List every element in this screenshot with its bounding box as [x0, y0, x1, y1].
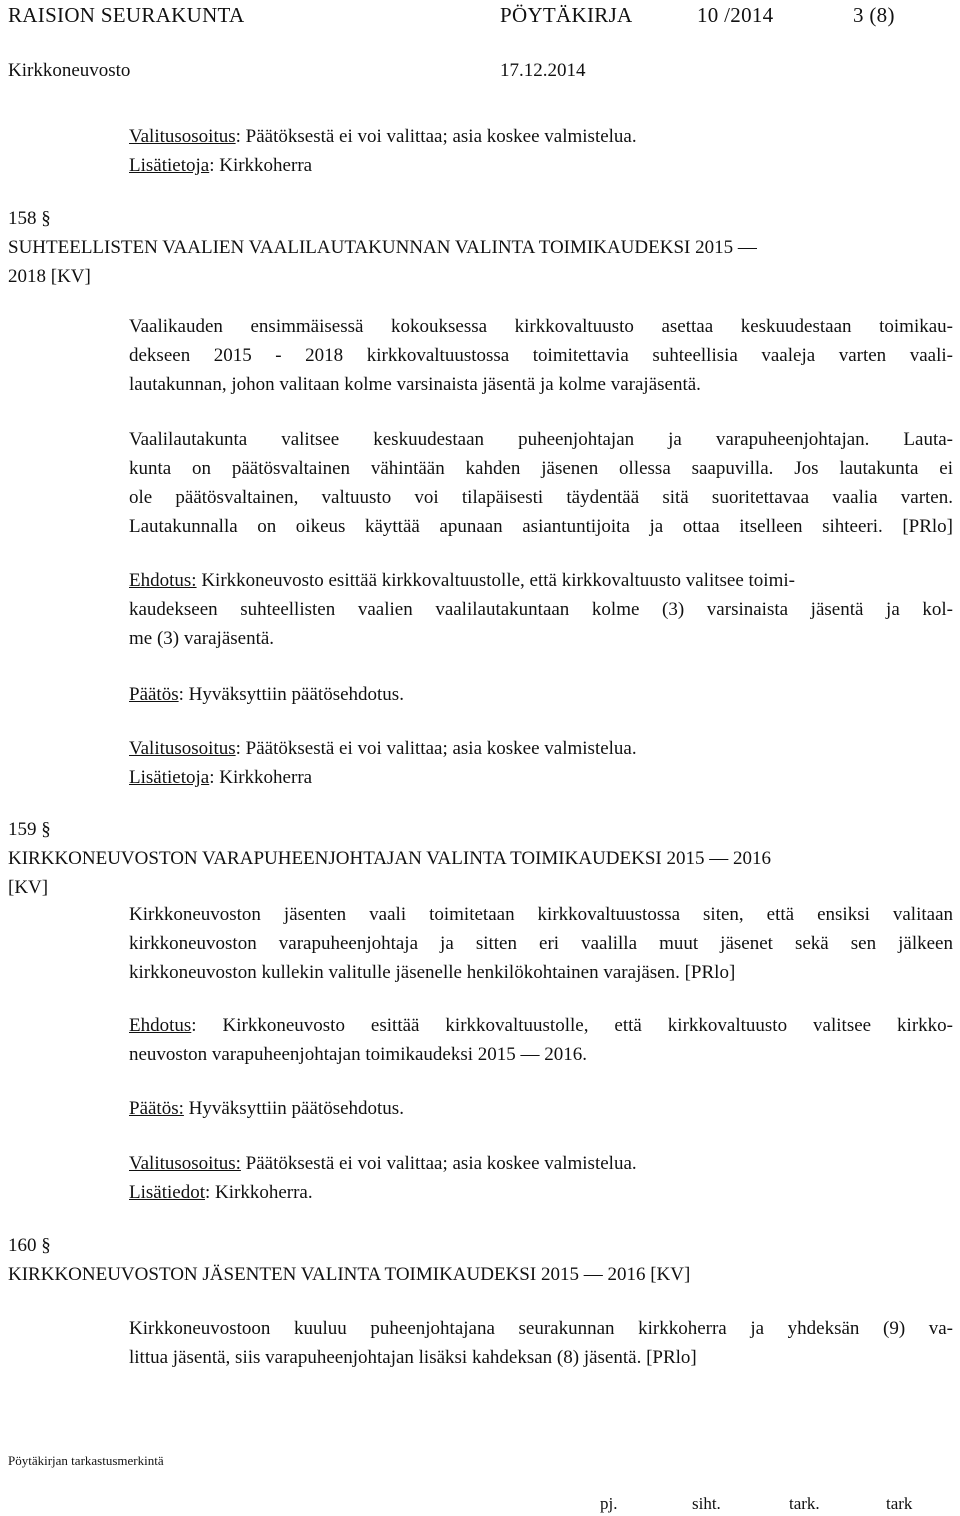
section-159-decision: Päätös: Hyväksyttiin päätösehdotus.	[129, 1098, 404, 1119]
info-label: Lisätietoja	[129, 155, 210, 176]
appeal-text: : Päätöksestä ei voi valittaa; asia koskee valmistelua.	[235, 126, 637, 147]
signature-chair: pj.	[600, 1494, 618, 1513]
section-160-number: 160 §	[8, 1235, 51, 1256]
text-line: kirkkoneuvoston kullekin valitulle jäsenelle henkilökohtainen varajäsen. [PRlo]	[129, 962, 736, 983]
text-line: lautakunnan, johon valitaan kolme varsinaista jäsentä ja kolme varajäsentä.	[129, 374, 701, 395]
proposal-label: Ehdotus	[129, 1015, 192, 1036]
appeal-label: Valitusosoitus	[129, 738, 236, 759]
section-159-title-line1: KIRKKONEUVOSTON VARAPUHEENJOHTAJAN VALINTA TOIMIKAUDEKSI 2015 — 2016	[8, 848, 771, 869]
text-line: Vaalilautakunta valitsee keskuudestaan puheenjohtajan ja varapuheenjohtajan. Lauta-	[129, 429, 953, 450]
decision-label: Päätös	[129, 684, 179, 705]
decision-label: Päätös:	[129, 1098, 184, 1119]
meeting-body: Kirkkoneuvosto	[8, 60, 131, 81]
page-number: 3 (8)	[853, 3, 895, 27]
document-number: 10 /2014	[697, 3, 774, 27]
section-158-title-line2: 2018 [KV]	[8, 266, 91, 287]
section-158-decision: Päätös: Hyväksyttiin päätösehdotus.	[129, 684, 404, 705]
section-158-paragraph-1	[129, 312, 953, 399]
section-158-proposal	[129, 566, 953, 653]
info-label: Lisätietoja	[129, 767, 210, 788]
proposal-label: Ehdotus:	[129, 570, 197, 591]
section-159-title-line2: [KV]	[8, 877, 49, 898]
appeal-label: Valitusosoitus:	[129, 1153, 241, 1174]
text-line: kaudekseen suhteellisten vaalien vaalilautakuntaan kolme (3) varsinaista jäsentä ja kol-	[129, 599, 953, 620]
text-line: Kirkkoneuvoston jäsenten vaali toimitetaan kirkkovaltuustossa siten, että ensiksi valitaan	[129, 904, 953, 925]
text-line: neuvoston varapuheenjohtajan toimikaudeksi 2015 — 2016.	[129, 1044, 588, 1065]
section-160-title: KIRKKONEUVOSTON JÄSENTEN VALINTA TOIMIKAUDEKSI 2015 — 2016 [KV]	[8, 1264, 691, 1285]
minutes-check-mark-label: Pöytäkirjan tarkastusmerkintä	[8, 1453, 164, 1468]
info-label: Lisätiedot	[129, 1182, 205, 1203]
document-type: PÖYTÄKIRJA	[500, 3, 633, 27]
text-line: ole päätösvaltainen, valtuusto voi tilapäisesti täydentää sitä suoritettavaa vaalia varten.	[129, 487, 953, 508]
section-159-paragraph-1	[129, 900, 953, 987]
info-text: : Kirkkoherra	[209, 155, 313, 176]
section-158-number: 158 §	[8, 208, 51, 229]
text-line: me (3) varajäsentä.	[129, 628, 275, 649]
section-158-appeal: Valitusosoitus: Päätöksestä ei voi valittaa; asia koskee valmistelua.	[129, 738, 637, 759]
top-info-line	[129, 151, 312, 180]
section-158-info: Lisätietoja: Kirkkoherra	[129, 767, 313, 788]
text-line: Ehdotus: Kirkkoneuvosto esittää kirkkovaltuustolle, että kirkkovaltuusto valitsee toimi-	[129, 570, 795, 591]
text-line: Kirkkoneuvostoon kuuluu puheenjohtajana seurakunnan kirkkoherra ja yhdeksän (9) va-	[129, 1318, 953, 1339]
text-line: Vaalikauden ensimmäisessä kokouksessa kirkkovaltuusto asettaa keskuudestaan toimikau-	[129, 316, 953, 337]
text-line: Ehdotus: Kirkkoneuvosto esittää kirkkovaltuustolle, että kirkkovaltuusto valitsee kirkko-	[129, 1015, 953, 1036]
section-159-number: 159 §	[8, 819, 51, 840]
top-appeal-line	[129, 122, 637, 151]
section-158-title-line1: SUHTEELLISTEN VAALIEN VAALILAUTAKUNNAN VALINTA TOIMIKAUDEKSI 2015 —	[8, 237, 757, 258]
text-line: kirkkoneuvoston varapuheenjohtaja ja sitten eri vaalilla muut jäsenet sekä sen jälkeen	[129, 933, 953, 954]
section-158-paragraph-2	[129, 425, 953, 541]
text-line: littua jäsentä, siis varapuheenjohtajan lisäksi kahdeksan (8) jäsentä. [PRlo]	[129, 1347, 697, 1368]
parish-name: RAISION SEURAKUNTA	[8, 3, 245, 27]
section-160-paragraph-1	[129, 1314, 953, 1372]
signature-secretary: siht.	[692, 1494, 721, 1513]
meeting-date: 17.12.2014	[500, 60, 586, 81]
text-line: kunta on päätösvaltainen vähintään kahden jäsenen ollessa saapuvilla. Jos lautakunta ei	[129, 458, 953, 479]
text-line: Lautakunnalla on oikeus käyttää apunaan asiantuntijoita ja ottaa itselleen sihteeri. [PRlo]	[129, 516, 953, 537]
section-159-proposal	[129, 1011, 953, 1069]
signature-examiner-2: tark	[886, 1494, 913, 1513]
text-line: dekseen 2015 - 2018 kirkkovaltuustossa toimitettavia suhteellisia vaaleja varten vaali-	[129, 345, 953, 366]
appeal-label: Valitusosoitus	[129, 126, 236, 147]
section-159-appeal: Valitusosoitus: Päätöksestä ei voi valittaa; asia koskee valmistelua.	[129, 1153, 637, 1174]
section-159-info: Lisätiedot: Kirkkoherra.	[129, 1182, 313, 1203]
signature-examiner-1: tark.	[789, 1494, 820, 1513]
